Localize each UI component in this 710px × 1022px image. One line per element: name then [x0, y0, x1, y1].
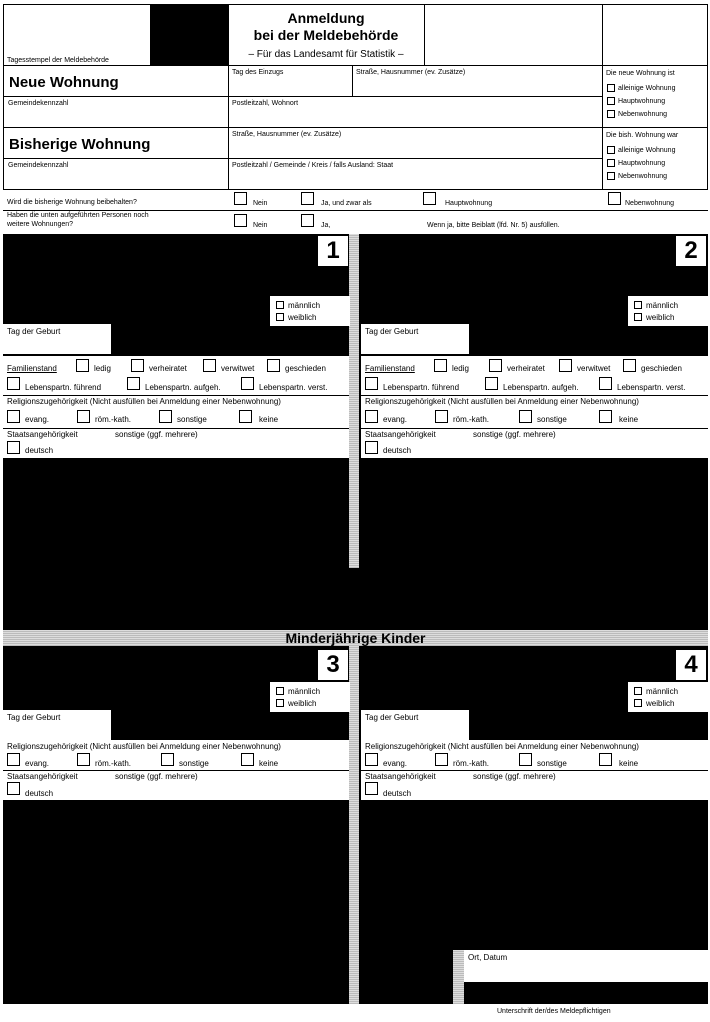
- child-4-birth-date-field[interactable]: [361, 710, 469, 740]
- child-4-female-checkbox[interactable]: [634, 699, 642, 707]
- person-2-nationality-label: Staatsangehörigkeit: [365, 430, 436, 439]
- person-2-married-checkbox[interactable]: [489, 359, 502, 372]
- new-type-main-checkbox[interactable]: [607, 97, 615, 105]
- person-2-single-label: ledig: [452, 364, 469, 373]
- person-1-male-checkbox[interactable]: [276, 301, 284, 309]
- person-2-female-label: weiblich: [646, 313, 675, 322]
- keep-old-secondary-checkbox[interactable]: [608, 192, 621, 205]
- keep-old-secondary-label: Nebenwohnung: [625, 200, 675, 207]
- person-1-partnership-deceased-label: Lebenspartn. verst.: [259, 383, 328, 392]
- child-3-male-checkbox[interactable]: [276, 687, 284, 695]
- child-4-no-religion-checkbox[interactable]: [599, 753, 612, 766]
- person-2-single-checkbox[interactable]: [434, 359, 447, 372]
- person-2-nationality-other-label: sonstige (ggf. mehrere): [473, 430, 556, 439]
- other-addresses-no-checkbox[interactable]: [234, 214, 247, 227]
- person-2-catholic-label: röm.-kath.: [453, 415, 490, 424]
- person-2-no-religion-checkbox[interactable]: [599, 410, 612, 423]
- person-2-partnership-deceased-checkbox[interactable]: [599, 377, 612, 390]
- person-2-german-label: deutsch: [383, 446, 412, 455]
- person-1-partnership-label: Lebenspartn. führend: [25, 383, 102, 392]
- child-4-number: 4: [676, 650, 706, 680]
- child-3-catholic-checkbox[interactable]: [77, 753, 90, 766]
- keep-old-yes-checkbox[interactable]: [301, 192, 314, 205]
- person-1-female-label: weiblich: [288, 313, 317, 322]
- other-addresses-yes-checkbox[interactable]: [301, 214, 314, 227]
- new-type-secondary-label: Nebenwohnung: [618, 111, 668, 118]
- child-3-birth-date-label: Tag der Geburt: [7, 713, 61, 722]
- keep-old-main-label: Hauptwohnung: [445, 200, 493, 207]
- signature-label: Unterschrift der/des Meldepflichtigen: [497, 1008, 611, 1015]
- child-3-details: [3, 740, 349, 800]
- signature-side-band: [453, 950, 464, 1004]
- person-1-religion-label: Religionszugehörigkeit (Nicht ausfüllen bei Anmeldung einer Nebenwohnung): [7, 397, 281, 406]
- new-type-label: Die neue Wohnung ist: [606, 70, 675, 77]
- child-3-religion-label: Religionszugehörigkeit (Nicht ausfüllen bei Anmeldung einer Nebenwohnung): [7, 742, 281, 751]
- child-4-female-label: weiblich: [646, 699, 675, 708]
- person-2-other-religion-checkbox[interactable]: [519, 410, 532, 423]
- person-2-partnership-label: Lebenspartn. führend: [383, 383, 460, 392]
- form-title-line1: Anmeldung: [287, 10, 365, 26]
- person-1-widowed-label: verwitwet: [221, 364, 255, 373]
- person-1-single-label: ledig: [94, 364, 111, 373]
- old-type-sole-checkbox[interactable]: [607, 146, 615, 154]
- person-1-single-checkbox[interactable]: [76, 359, 89, 372]
- person-1-divorced-checkbox[interactable]: [267, 359, 280, 372]
- old-address-section: [3, 128, 708, 190]
- person-1-married-checkbox[interactable]: [131, 359, 144, 372]
- minors-heading: Minderjährige Kinder: [285, 630, 426, 646]
- child-4-catholic-label: röm.-kath.: [453, 759, 490, 768]
- person-1-partnership-deceased-checkbox[interactable]: [241, 377, 254, 390]
- stamp-label: Tagesstempel der Meldebehörde: [7, 57, 109, 64]
- new-address-heading: Neue Wohnung: [9, 74, 119, 91]
- person-2-birth-date-label: Tag der Geburt: [365, 327, 419, 336]
- person-2-german-checkbox[interactable]: [365, 441, 378, 454]
- keep-old-yes-label: Ja, und zwar als: [321, 200, 372, 207]
- person-1-nationality-other-label: sonstige (ggf. mehrere): [115, 430, 198, 439]
- child-4-no-religion-label: keine: [619, 759, 639, 768]
- old-address-heading: Bisherige Wohnung: [9, 136, 151, 153]
- person-1-catholic-checkbox[interactable]: [77, 410, 90, 423]
- person-1-partnership-dissolved-checkbox[interactable]: [127, 377, 140, 390]
- person-2-widowed-checkbox[interactable]: [559, 359, 572, 372]
- keep-old-question: Wird die bisherige Wohnung beibehalten?: [7, 199, 137, 206]
- child-3-nationality-label: Staatsangehörigkeit: [7, 772, 78, 781]
- person-2-partnership-dissolved-label: Lebenspartn. aufgeh.: [503, 383, 579, 392]
- child-4-catholic-checkbox[interactable]: [435, 753, 448, 766]
- child-4-other-religion-checkbox[interactable]: [519, 753, 532, 766]
- new-type-secondary-checkbox[interactable]: [607, 110, 615, 118]
- place-date-field[interactable]: [464, 950, 708, 982]
- new-street-label: Straße, Hausnummer (ev. Zusätze): [356, 69, 466, 76]
- person-1-no-religion-label: keine: [259, 415, 279, 424]
- header-section: [3, 4, 708, 66]
- old-type-secondary-checkbox[interactable]: [607, 172, 615, 180]
- person-1-german-label: deutsch: [25, 446, 54, 455]
- person-2-partnership-dissolved-checkbox[interactable]: [485, 377, 498, 390]
- other-addresses-note: Wenn ja, bitte Beiblatt (lfd. Nr. 5) ausfüllen.: [427, 222, 560, 229]
- child-4-nationality-other-label: sonstige (ggf. mehrere): [473, 772, 556, 781]
- child-4-birth-date-label: Tag der Geburt: [365, 713, 419, 722]
- person-1-married-label: verheiratet: [149, 364, 187, 373]
- keep-old-no-checkbox[interactable]: [234, 192, 247, 205]
- person-1-number: 1: [318, 236, 348, 266]
- person-2-number: 2: [676, 236, 706, 266]
- new-type-main-label: Hauptwohnung: [618, 98, 666, 105]
- person-2-birth-date-field[interactable]: [361, 324, 469, 354]
- person-2-partnership-checkbox[interactable]: [365, 377, 378, 390]
- old-type-label: Die bish. Wohnung war: [606, 132, 679, 139]
- person-2-no-religion-label: keine: [619, 415, 639, 424]
- person-2-details: [361, 356, 708, 458]
- child-3-evang-checkbox[interactable]: [7, 753, 20, 766]
- child-3-birth-date-field[interactable]: [3, 710, 111, 740]
- person-1-other-religion-checkbox[interactable]: [159, 410, 172, 423]
- person-2-divorced-label: geschieden: [641, 364, 682, 373]
- children-divider: [349, 646, 359, 1004]
- person-1-widowed-checkbox[interactable]: [203, 359, 216, 372]
- child-3-german-label: deutsch: [25, 789, 54, 798]
- new-address-section: [3, 66, 708, 128]
- person-1-birth-date-label: Tag der Geburt: [7, 327, 61, 336]
- questions-section: [3, 190, 708, 234]
- other-addresses-question-line1: Haben die unten aufgeführten Personen noch: [7, 212, 149, 219]
- persons-divider: [349, 234, 359, 568]
- child-3-german-checkbox[interactable]: [7, 782, 20, 795]
- child-3-catholic-label: röm.-kath.: [95, 759, 132, 768]
- child-4-german-label: deutsch: [383, 789, 412, 798]
- person-1-catholic-label: röm.-kath.: [95, 415, 132, 424]
- child-3-female-checkbox[interactable]: [276, 699, 284, 707]
- old-type-main-checkbox[interactable]: [607, 159, 615, 167]
- child-4-german-checkbox[interactable]: [365, 782, 378, 795]
- person-2-male-label: männlich: [646, 301, 679, 310]
- keep-old-no-label: Nein: [253, 200, 268, 207]
- child-4-male-label: männlich: [646, 687, 679, 696]
- new-type-sole-label: alleinige Wohnung: [618, 85, 676, 92]
- person-1-male-label: männlich: [288, 301, 321, 310]
- keep-old-main-checkbox[interactable]: [423, 192, 436, 205]
- person-1-evang-label: evang.: [25, 415, 50, 424]
- new-municipality-code-label: Gemeindekennzahl: [8, 100, 69, 107]
- child-3-female-label: weiblich: [288, 699, 317, 708]
- person-1-birth-date-field[interactable]: [3, 324, 111, 354]
- child-3-other-religion-label: sonstige: [179, 759, 209, 768]
- old-postal-label: Postleitzahl / Gemeinde / Kreis / falls Ausland: Staat: [232, 162, 394, 169]
- person-2-other-religion-label: sonstige: [537, 415, 567, 424]
- other-addresses-no-label: Nein: [253, 222, 268, 229]
- person-1-partnership-dissolved-label: Lebenspartn. aufgeh.: [145, 383, 221, 392]
- child-4-gender-box: [628, 682, 708, 712]
- child-4-other-religion-label: sonstige: [537, 759, 567, 768]
- child-3-evang-label: evang.: [25, 759, 50, 768]
- person-1-divorced-label: geschieden: [285, 364, 326, 373]
- child-3-male-label: männlich: [288, 687, 321, 696]
- new-type-sole-checkbox[interactable]: [607, 84, 615, 92]
- person-2-catholic-checkbox[interactable]: [435, 410, 448, 423]
- person-2-gender-box: [628, 296, 708, 326]
- child-4-nationality-label: Staatsangehörigkeit: [365, 772, 436, 781]
- new-postal-label: Postleitzahl, Wohnort: [232, 100, 299, 107]
- person-2-marital-label: Familienstand: [365, 364, 415, 373]
- person-1-gender-box: [270, 296, 350, 326]
- old-street-label: Straße, Hausnummer (ev. Zusätze): [232, 131, 342, 138]
- old-type-secondary-label: Nebenwohnung: [618, 173, 668, 180]
- person-2-evang-label: evang.: [383, 415, 408, 424]
- person-1-nationality-label: Staatsangehörigkeit: [7, 430, 78, 439]
- other-addresses-question-line2: weitere Wohnungen?: [7, 221, 74, 228]
- child-4-religion-label: Religionszugehörigkeit (Nicht ausfüllen bei Anmeldung einer Nebenwohnung): [365, 742, 639, 751]
- form-title-line2: bei der Meldebehörde: [253, 27, 399, 43]
- person-2-male-checkbox[interactable]: [634, 301, 642, 309]
- person-2-widowed-label: verwitwet: [577, 364, 611, 373]
- child-3-gender-box: [270, 682, 350, 712]
- form-subtitle: – Für das Landesamt für Statistik –: [248, 49, 404, 60]
- child-4-details: [361, 740, 708, 800]
- person-1-no-religion-checkbox[interactable]: [239, 410, 252, 423]
- child-3-number: 3: [318, 650, 348, 680]
- person-2-religion-label: Religionszugehörigkeit (Nicht ausfüllen bei Anmeldung einer Nebenwohnung): [365, 397, 639, 406]
- child-4-male-checkbox[interactable]: [634, 687, 642, 695]
- person-1-marital-label: Familienstand: [7, 364, 57, 373]
- person-1-female-checkbox[interactable]: [276, 313, 284, 321]
- person-2-married-label: verheiratet: [507, 364, 545, 373]
- child-4-evang-label: evang.: [383, 759, 408, 768]
- other-addresses-yes-label: Ja,: [321, 222, 331, 229]
- person-2-divorced-checkbox[interactable]: [623, 359, 636, 372]
- old-type-main-label: Hauptwohnung: [618, 160, 666, 167]
- place-date-label: Ort, Datum: [468, 953, 508, 962]
- person-2-evang-checkbox[interactable]: [365, 410, 378, 423]
- person-2-partnership-deceased-label: Lebenspartn. verst.: [617, 383, 686, 392]
- old-municipality-code-label: Gemeindekennzahl: [8, 162, 69, 169]
- child-3-no-religion-label: keine: [259, 759, 279, 768]
- move-in-date-label: Tag des Einzugs: [232, 69, 284, 76]
- person-1-other-religion-label: sonstige: [177, 415, 207, 424]
- child-4-evang-checkbox[interactable]: [365, 753, 378, 766]
- person-1-evang-checkbox[interactable]: [7, 410, 20, 423]
- header-black-block: [150, 5, 228, 65]
- child-3-nationality-other-label: sonstige (ggf. mehrere): [115, 772, 198, 781]
- person-2-female-checkbox[interactable]: [634, 313, 642, 321]
- old-type-sole-label: alleinige Wohnung: [618, 147, 676, 154]
- child-3-no-religion-checkbox[interactable]: [241, 753, 254, 766]
- person-1-german-checkbox[interactable]: [7, 441, 20, 454]
- child-3-other-religion-checkbox[interactable]: [161, 753, 174, 766]
- person-1-details: [3, 356, 349, 458]
- person-1-partnership-checkbox[interactable]: [7, 377, 20, 390]
